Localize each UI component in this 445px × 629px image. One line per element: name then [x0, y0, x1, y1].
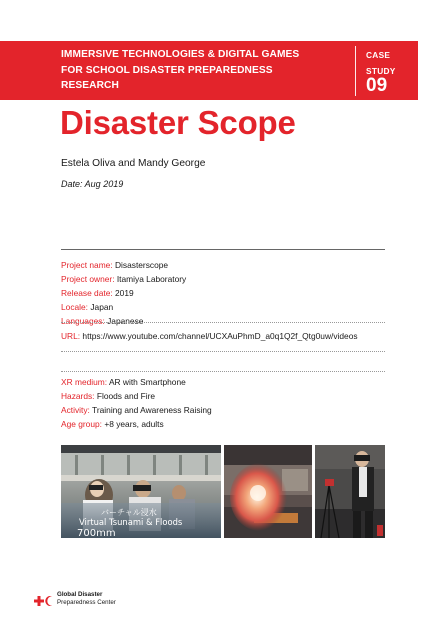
info-row: [61, 258, 186, 272]
info-label: Activity:: [61, 405, 90, 415]
headset-photo-image: [315, 445, 385, 538]
info-row: [61, 403, 212, 417]
headset-user-photo: [315, 445, 385, 538]
fire-training-photo: [224, 445, 312, 538]
series-title: [61, 47, 341, 94]
info-label: Release date:: [61, 288, 113, 298]
info-row: [61, 314, 186, 328]
flood-training-photo: [61, 445, 221, 538]
case-study-number: 09: [366, 75, 388, 96]
flood-photo-image: [61, 445, 221, 538]
info-row: [61, 389, 212, 403]
info-value: 2019: [115, 288, 134, 298]
case-label-line: CASE: [366, 50, 391, 60]
info-label: Hazards:: [61, 391, 95, 401]
info-value: Floods and Fire: [96, 391, 156, 401]
org-line-1: Global Disaster: [57, 591, 103, 598]
dotted-divider: [61, 322, 385, 323]
info-value: Japan: [90, 302, 114, 312]
banner-divider: [355, 46, 356, 96]
series-title-line: RESEARCH: [61, 80, 119, 91]
series-title-line: FOR SCHOOL DISASTER PREPAREDNESS: [61, 64, 273, 76]
dotted-divider: [61, 371, 385, 372]
info-row: [61, 272, 186, 286]
caption-depth: 700mm: [77, 528, 116, 538]
publication-date: Date: Aug 2019: [61, 179, 124, 189]
url-label: URL:: [61, 331, 81, 341]
info-row: [61, 417, 212, 431]
info-label: XR medium:: [61, 377, 108, 387]
header-banner: [0, 41, 418, 100]
photo-strip: [61, 445, 385, 538]
authors: Estela Oliva and Mandy George: [61, 158, 206, 169]
case-label-line: STUDY: [366, 65, 396, 76]
info-row: [61, 300, 186, 314]
dotted-divider: [61, 351, 385, 352]
info-value: Japanese: [107, 316, 144, 326]
info-label: Project name:: [61, 260, 113, 270]
info-label: Locale:: [61, 302, 89, 312]
fire-photo-image: [224, 445, 312, 538]
info-value: Itamiya Laboratory: [116, 274, 187, 284]
document-title: Disaster Scope: [60, 104, 296, 141]
info-value: AR with Smartphone: [108, 377, 186, 387]
project-info: [61, 258, 186, 328]
section-divider: [61, 249, 385, 250]
info-value: Disasterscope: [115, 260, 169, 270]
info-label: Age group:: [61, 419, 102, 429]
organization-name: [57, 591, 116, 606]
info-row: [61, 286, 186, 300]
info-row: [61, 329, 358, 343]
xr-info: [61, 375, 212, 431]
info-value: Training and Awareness Raising: [92, 405, 212, 415]
red-cross-crescent-icon: [34, 596, 56, 607]
url-link[interactable]: https://www.youtube.com/channel/UCXAuPhmD_a0q1Q2f_Qtg0uw/videos: [82, 331, 358, 341]
info-value: +8 years, adults: [104, 419, 164, 429]
caption-en: Virtual Tsunami & Floods: [79, 517, 183, 527]
info-label: Project owner:: [61, 274, 115, 284]
caption-jp: バーチャル浸水: [101, 508, 157, 517]
info-label: Languages:: [61, 316, 105, 326]
info-row: [61, 375, 212, 389]
series-title-line: IMMERSIVE TECHNOLOGIES & DIGITAL GAMES: [61, 49, 300, 60]
org-line-2: Preparedness Center: [57, 598, 116, 606]
url-info: [61, 329, 358, 343]
red-cross-logo: [34, 594, 56, 612]
